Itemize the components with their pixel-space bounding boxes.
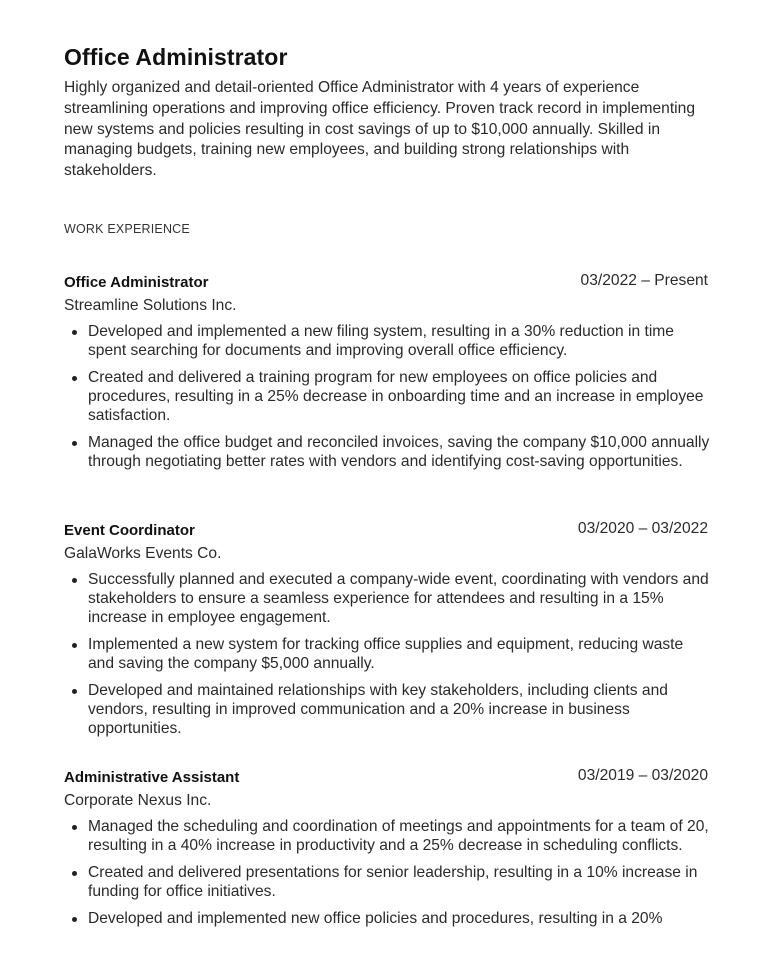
bullet-item xyxy=(64,681,710,738)
job-bullets xyxy=(64,570,710,738)
job-title: Event Coordinator xyxy=(64,522,195,539)
bullet-text: Created and delivered a training program for new employees on office policies and procedures, resulting in a 25% decrease in onboarding time and an increase in employee satisfaction. xyxy=(88,369,704,424)
bullet-item xyxy=(64,863,710,901)
job-entry xyxy=(64,522,710,746)
job-dates: 03/2022 – Present xyxy=(580,272,708,289)
bullet-item xyxy=(64,368,710,425)
bullet-dot xyxy=(72,825,77,830)
bullet-dot xyxy=(72,643,77,648)
bullet-item xyxy=(64,909,710,928)
bullet-dot xyxy=(72,917,77,922)
bullet-dot xyxy=(72,376,77,381)
bullet-text: Managed the office budget and reconciled invoices, saving the company $10,000 annually through negotiating better rates with vendors and identifying cost-saving opportunities. xyxy=(88,434,710,470)
company-name: Corporate Nexus Inc. xyxy=(64,792,212,809)
bullet-text: Developed and implemented new office policies and procedures, resulting in a 20% xyxy=(88,910,663,927)
bullet-text: Implemented a new system for tracking office supplies and equipment, reducing waste and saving the company $5,000 annually. xyxy=(88,636,684,672)
bullet-item xyxy=(64,817,710,855)
job-title: Administrative Assistant xyxy=(64,769,240,786)
company-name: Streamline Solutions Inc. xyxy=(64,297,237,314)
bullet-text: Successfully planned and executed a company-wide event, coordinating with vendors and stakeholders to ensure a seamless experience for attendees and resulting in a 15% increase in employee engagement. xyxy=(88,571,709,626)
company-name: GalaWorks Events Co. xyxy=(64,545,222,562)
job-title: Office Administrator xyxy=(64,274,209,291)
bullet-item xyxy=(64,433,710,471)
bullet-dot xyxy=(72,330,77,335)
job-dates: 03/2019 – 03/2020 xyxy=(577,767,708,784)
job-header xyxy=(64,274,710,296)
job-bullets xyxy=(64,817,710,928)
bullet-dot xyxy=(72,689,77,694)
bullet-dot xyxy=(72,871,77,876)
resume-title: Office Administrator xyxy=(64,44,288,70)
bullet-dot xyxy=(72,578,77,583)
bullet-dot xyxy=(72,441,77,446)
job-bullets xyxy=(64,322,710,471)
job-entry xyxy=(64,769,710,936)
job-entry xyxy=(64,274,710,479)
bullet-text: Managed the scheduling and coordination of meetings and appointments for a team of 20, resulting in a 40% increase in productivity and a 25% decrease in scheduling conflicts. xyxy=(88,818,709,854)
bullet-item xyxy=(64,570,710,627)
bullet-item xyxy=(64,322,710,360)
bullet-text: Created and delivered presentations for senior leadership, resulting in a 10% increase in funding for office initiatives. xyxy=(88,864,698,900)
bullet-item xyxy=(64,635,710,673)
bullet-text: Developed and implemented a new filing system, resulting in a 30% reduction in time spent searching for documents and improving overall office efficiency. xyxy=(88,323,674,359)
job-header xyxy=(64,522,710,544)
professional-summary: Highly organized and detail-oriented Office Administrator with 4 years of experience streamlining operations and improving office efficiency. Proven track record in implementing new systems and policies resulting in cost savings of up to $10,000 annually. Skilled in managing budgets, training new employees, and building strong relationships with stakeholders. xyxy=(64,79,695,180)
section-heading-work-experience: WORK EXPERIENCE xyxy=(64,222,190,236)
job-dates: 03/2020 – 03/2022 xyxy=(577,520,708,537)
bullet-text: Developed and maintained relationships with key stakeholders, including clients and vendors, resulting in improved communication and a 20% increase in business opportunities. xyxy=(88,682,668,737)
job-header xyxy=(64,769,710,791)
